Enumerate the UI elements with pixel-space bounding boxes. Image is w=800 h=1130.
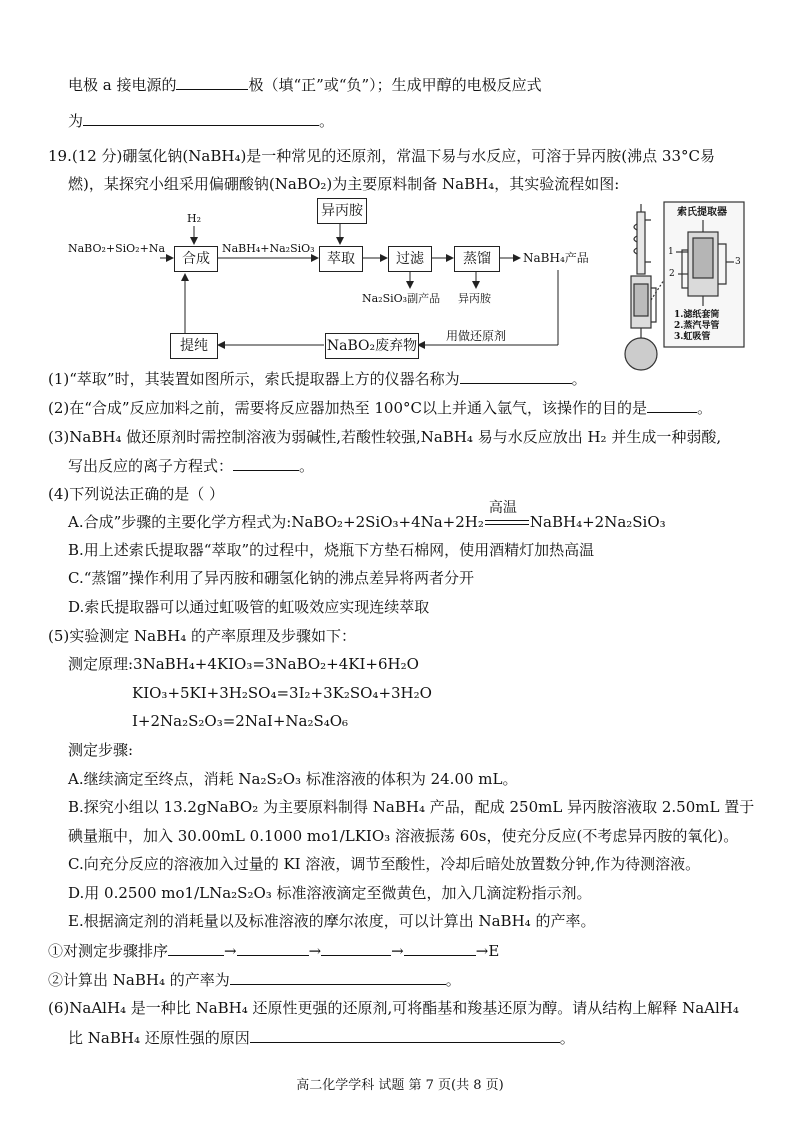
step-a: A.继续滴定至终点，消耗 Na₂S₂O₃ 标准溶液的体积为 24.00 mL。 [68, 770, 518, 788]
flow-product-label: NaBH₄产品 [523, 251, 589, 265]
flow-box-distill: 蒸馏 [454, 246, 500, 272]
question-part-5: (5)实验测定 NaBH₄ 的产率原理及步骤如下： [48, 627, 356, 645]
answer-blank[interactable] [460, 368, 572, 384]
question-19-stem-2: 燃)，某探究小组采用偏硼酸钠(NaBO₂)为主要原料制备 NaBH₄，其实验流程如图: [68, 175, 620, 193]
step-c: C.向充分反应的溶液加入过量的 KI 溶液，调节至酸性，冷却后暗处放置数分钟,作为待测溶液。 [68, 855, 701, 873]
principle-eq-2: KIO₃+5KI+3H₂SO₄=3I₂+3K₂SO₄+3H₂O [132, 684, 432, 702]
flow-box-filter: 过滤 [388, 246, 432, 272]
question-part-3: (3)NaBH₄ 做还原剂时需控制溶液为弱碱性,若酸性较强,NaBH₄ 易与水反应放出 H₂ 并生成一种弱酸, [48, 428, 722, 446]
principle-eq-1: 测定原理:3NaBH₄+4KIO₃=3NaBO₂+4KI+6H₂O [68, 655, 419, 673]
answer-blank[interactable] [230, 969, 446, 985]
apparatus-title: 索氏提取器 [677, 207, 727, 218]
apparatus-num-3: 3 [735, 257, 741, 267]
answer-blank-4[interactable] [404, 940, 476, 956]
step-e: E.根据滴定剂的消耗量以及标准溶液的摩尔浓度，可以计算出 NaBH₄ 的产率。 [68, 912, 596, 930]
text-segment: (2)在“合成”反应加料之前，需要将反应器加热至 100°C以上并通入氩气，该操作的目的是 [48, 399, 647, 417]
question-5-1 [48, 940, 499, 961]
question-part-6-cont [68, 1027, 575, 1048]
question-part-2 [48, 397, 712, 418]
flow-byproduct-label: Na₂SiO₃副产品 [362, 292, 441, 305]
text-segment: →E [475, 942, 500, 960]
text-segment: 。 [445, 971, 461, 989]
reaction-condition [484, 500, 530, 532]
page-footer: 高二化学学科 试题 第 7 页(共 8 页) [296, 1078, 504, 1093]
flow-recovered-label: 异丙胺 [458, 292, 491, 305]
apparatus-legend-1: 1.滤纸套筒 [674, 310, 720, 320]
question-part-4: (4)下列说法正确的是（ ） [48, 485, 225, 503]
text-segment: 。 [559, 1029, 575, 1047]
apparatus-num-2: 2 [669, 269, 675, 279]
principle-eq-3: I+2Na₂S₂O₃=2NaI+Na₂S₄O₆ [132, 712, 349, 730]
condition-label: 高温 [488, 500, 517, 516]
flow-box-synth: 合成 [174, 246, 218, 272]
text-segment: 为 [68, 112, 84, 130]
flow-box-waste: NaBO₂废弃物 [325, 333, 419, 359]
apparatus-num-1: 1 [668, 247, 674, 257]
text-segment: 。 [319, 112, 335, 130]
step-b: B.探究小组以 13.2gNaBO₂ 为主要原料制得 NaBH₄ 产品，配成 250mL 异丙胺溶液取 2.50mL 置于 [68, 798, 755, 816]
arrow: → [308, 942, 322, 960]
step-d: D.用 0.2500 mo1/LNa₂S₂O₃ 标准溶液滴定至微黄色，加入几滴淀粉指示剂。 [68, 884, 592, 902]
text-segment: ②计算出 NaBH₄ 的产率为 [48, 971, 230, 989]
text-segment: 写出反应的离子方程式： [68, 457, 234, 475]
option-4d: D.索氏提取器可以通过虹吸管的虹吸效应实现连续萃取 [68, 598, 430, 616]
answer-blank-3[interactable] [321, 940, 391, 956]
answer-blank[interactable] [647, 397, 697, 413]
apparatus-legend-3: 3.虹吸管 [674, 332, 711, 342]
option-4c: C.“蒸馏”操作利用了异丙胺和硼氢化钠的沸点差异将两者分开 [68, 569, 475, 587]
answer-blank-1[interactable] [168, 940, 224, 956]
text-segment: A.合成”步骤的主要化学方程式为:NaBO₂+2SiO₃+4Na+2H₂ [68, 513, 484, 531]
question-part-1 [48, 368, 587, 389]
option-4b: B.用上述索氏提取器“萃取”的过程中，烧瓶下方垫石棉网，使用酒精灯加热高温 [68, 541, 595, 559]
flow-h2-label: H₂ [187, 212, 202, 225]
text-segment: 。 [299, 457, 315, 475]
text-segment: 电极 a 接电源的 [68, 76, 177, 94]
step-b-cont: 碘量瓶中，加入 30.00mL 0.1000 mo1/LKIO₃ 溶液振荡 60s，使充分反应(不考虑异丙胺的氧化)。 [68, 827, 739, 845]
answer-blank[interactable] [233, 455, 299, 471]
question-part-3-cont [68, 455, 314, 476]
flow-box-extract: 萃取 [319, 246, 363, 272]
text-segment: 极（填“正”或“负”）；生成甲醇的电极反应式 [248, 76, 542, 94]
answer-blank-2[interactable] [237, 940, 309, 956]
flow-reuse-label: 用做还原剂 [446, 329, 507, 343]
text-segment: NaBH₄+2Na₂SiO₃ [529, 513, 666, 531]
steps-heading: 测定步骤: [68, 741, 134, 759]
text-segment: ①对测定步骤排序 [48, 942, 169, 960]
text-segment: 比 NaBH₄ 还原性强的原因 [68, 1029, 250, 1047]
soxhlet-drawing [618, 200, 748, 380]
flow-box-solvent: 异丙胺 [317, 198, 367, 224]
text-segment: (1)“萃取”时，其装置如图所示，索氏提取器上方的仪器名称为 [48, 370, 460, 388]
text-segment: 。 [696, 399, 712, 417]
question-5-2 [48, 969, 461, 990]
question-part-6: (6)NaAlH₄ 是一种比 NaBH₄ 还原性更强的还原剂,可将酯基和羧基还原为醇。请从结构上解释 NaAlH₄ [48, 999, 739, 1017]
text-segment: 。 [571, 370, 587, 388]
question-19-stem: 19.(12 分)硼氢化钠(NaBH₄)是一种常见的还原剂，常温下易与水反应，可溶于异丙胺(沸点 33°C易 [48, 147, 715, 165]
double-line [485, 520, 529, 525]
flow-feed-label: NaBO₂+SiO₂+Na [68, 242, 165, 255]
flow-mid-label: NaBH₄+Na₂SiO₃ [222, 242, 315, 255]
arrow: → [224, 942, 237, 960]
flow-box-purify: 提纯 [170, 333, 218, 359]
apparatus-legend-2: 2.蒸汽导管 [674, 321, 720, 331]
soxhlet-apparatus [618, 200, 748, 380]
option-4a [68, 500, 666, 532]
arrow: → [391, 942, 404, 960]
answer-blank[interactable] [250, 1027, 560, 1043]
